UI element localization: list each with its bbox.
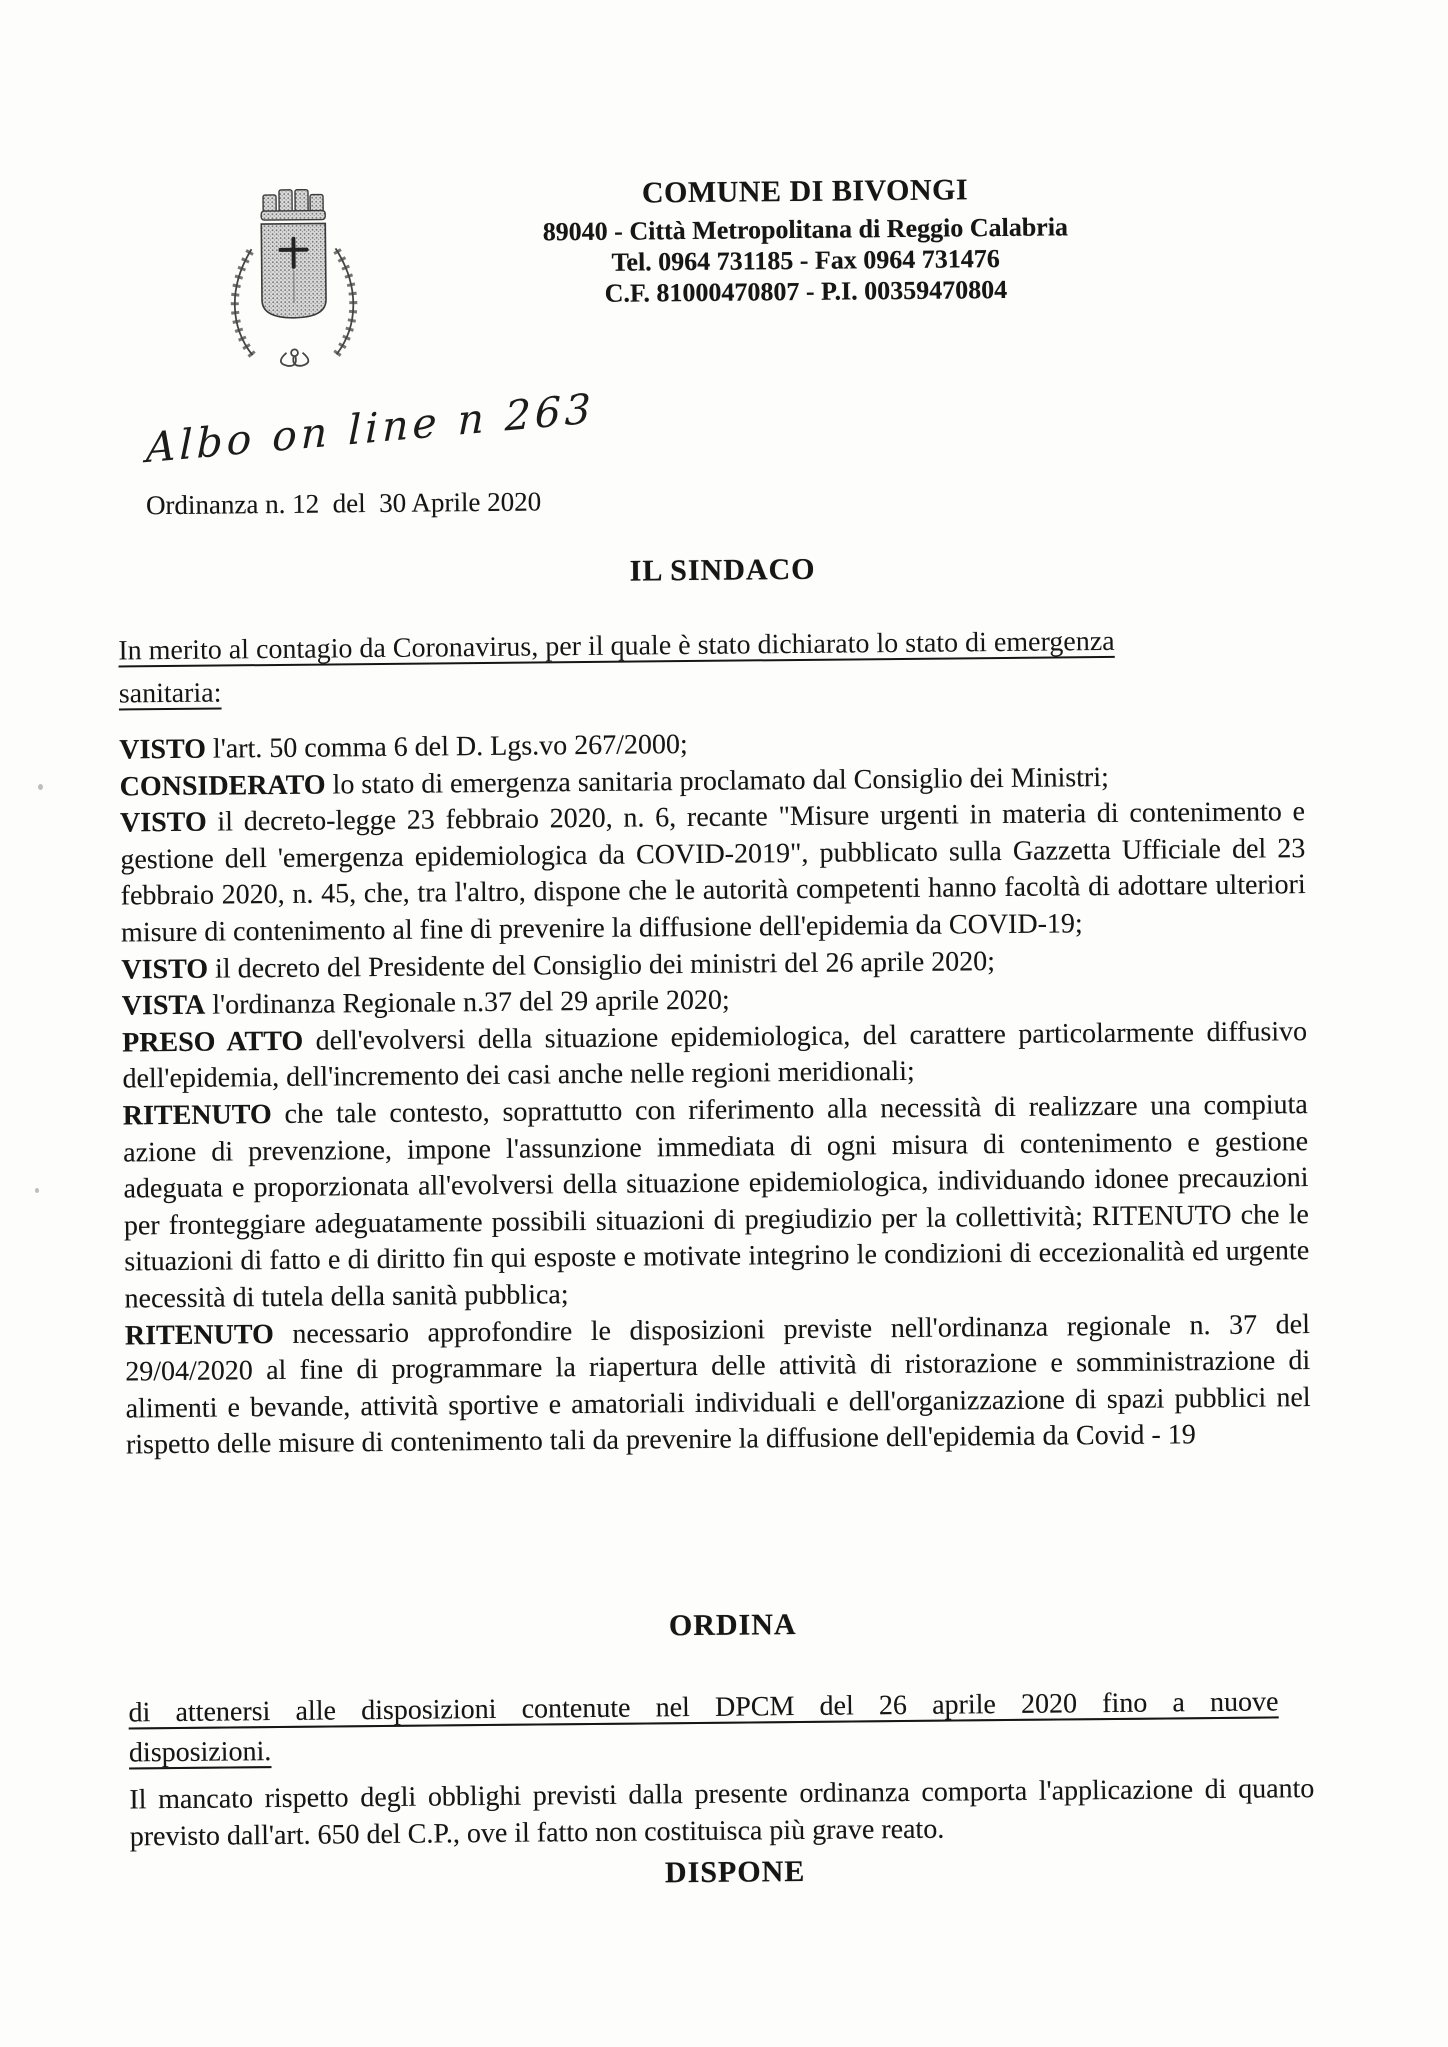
premise-line-1: In merito al contagio da Coronavirus, per il quale è stato dichiarato lo stato di emergenza — [118, 625, 1115, 667]
commune-fiscal-codes: C.F. 81000470807 - P.I. 00359470804 — [604, 274, 1008, 308]
premise-statement — [118, 618, 1304, 715]
recital-text: che tale contesto, soprattutto con riferimento alla necessità di realizzare una compiuta azione di prevenzione, impone l'assunzione immediata di ogni misura di contenimento e gestione adeguata e proporzionata all'evolversi della situazione epidemiologica, individuando idonee precauzioni per fronteggiare adeguatamente possibili situazioni di pregiudizio per la collettività; RITENUTO che le situazioni di fatto e di diritto fin qui esposte e motivate integrino le condizioni di eccezionalità ed urgente necessità di tutela della sanità pubblica; — [123, 1089, 1310, 1315]
heading-ordina: ORDINA — [668, 1608, 797, 1643]
recital-text: l'art. 50 comma 6 del D. Lgs.vo 267/2000; — [205, 729, 688, 765]
recital-text: lo stato di emergenza sanitaria proclamato dal Consiglio dei Ministri; — [325, 761, 1109, 801]
recital-text: il decreto-legge 23 febbraio 2020, n. 6, recante "Misure urgenti in materia di contenimento e gestione dell 'emergenza epidemiologica da COVID-2019", pubblicato sulla Gazzetta Ufficiale del 23 febbraio 2020, n. 45, che, tra l'altro, dispone che le autorità competenti hanno facoltà di adottare ulteriori misure di contenimento al fine di prevenire la diffusione dell'epidemia da COVID-19; — [120, 796, 1306, 949]
commune-address: 89040 - Città Metropolitana di Reggio Calabria — [542, 212, 1069, 247]
recital-text: necessario approfondire le disposizioni previste nell'ordinanza regionale n. 37 del 29/04/2020 al fine di programmare la riapertura delle attività di ristorazione e somministrazione di alimenti e bevande, attività sportive e amatoriali individuali e dell'organizzazione di spazi pubblici nel rispetto delle misure di contenimento tali da prevenire la diffusione dell'epidemia da Covid - 19 — [125, 1308, 1311, 1461]
recital-paragraph — [123, 1087, 1310, 1318]
recital-lead: VISTO — [121, 953, 209, 986]
commune-phone-fax: Tel. 0964 731185 - Fax 0964 731476 — [611, 244, 1000, 277]
commune-name: COMUNE DI BIVONGI — [641, 173, 969, 210]
heading-il-sindaco: IL SINDACO — [629, 552, 816, 588]
recital-lead: VISTA — [121, 989, 206, 1022]
recital-text: l'ordinanza Regionale n.37 del 29 aprile 2020; — [205, 984, 730, 1021]
heading-dispone: DISPONE — [664, 1854, 806, 1890]
letterhead — [455, 173, 1156, 311]
sanction-paragraph: Il mancato rispetto degli obblighi previsti dalla presente ordinanza comporta l'applicazione di quanto previsto dall'art. 650 del C.P., ove il fatto non costituisca più grave reato. — [129, 1773, 1315, 1853]
recital-text: dell'evolversi della situazione epidemiologica, del carattere particolarmente diffusivo dell'epidemia, dell'incremento dei casi anche nelle regioni meridionali; — [122, 1015, 1308, 1095]
recital-paragraph — [125, 1307, 1311, 1465]
ordina-section — [128, 1682, 1315, 1856]
recital-lead: VISTO — [119, 806, 207, 839]
ordinance-number-line: Ordinanza n. 12 del 30 Aprile 2020 — [145, 486, 542, 521]
recital-paragraph — [120, 794, 1306, 952]
recital-lead: VISTO — [119, 733, 207, 766]
recital-lead: PRESO ATTO — [121, 1025, 304, 1059]
recitals-section — [119, 721, 1311, 1464]
recital-paragraph — [122, 1014, 1308, 1099]
premise-line-2: sanitaria: — [118, 677, 222, 710]
ordina-directive-line-1: di attenersi alle disposizioni contenute nel DPCM del 26 aprile 2020 fino a nuove — [128, 1686, 1279, 1729]
ordina-directive-line-2: disposizioni. — [128, 1736, 272, 1769]
municipal-coat-of-arms-icon — [219, 184, 369, 369]
recital-lead: RITENUTO — [124, 1318, 274, 1351]
handwritten-protocol-note: Albo on line n 263 — [145, 384, 596, 473]
recital-lead: RITENUTO — [122, 1098, 272, 1132]
recital-lead: CONSIDERATO — [119, 769, 326, 803]
recital-text: il decreto del Presidente del Consiglio dei ministri del 26 aprile 2020; — [207, 945, 996, 985]
scan-speck — [35, 1188, 39, 1193]
scan-speck — [38, 784, 43, 790]
